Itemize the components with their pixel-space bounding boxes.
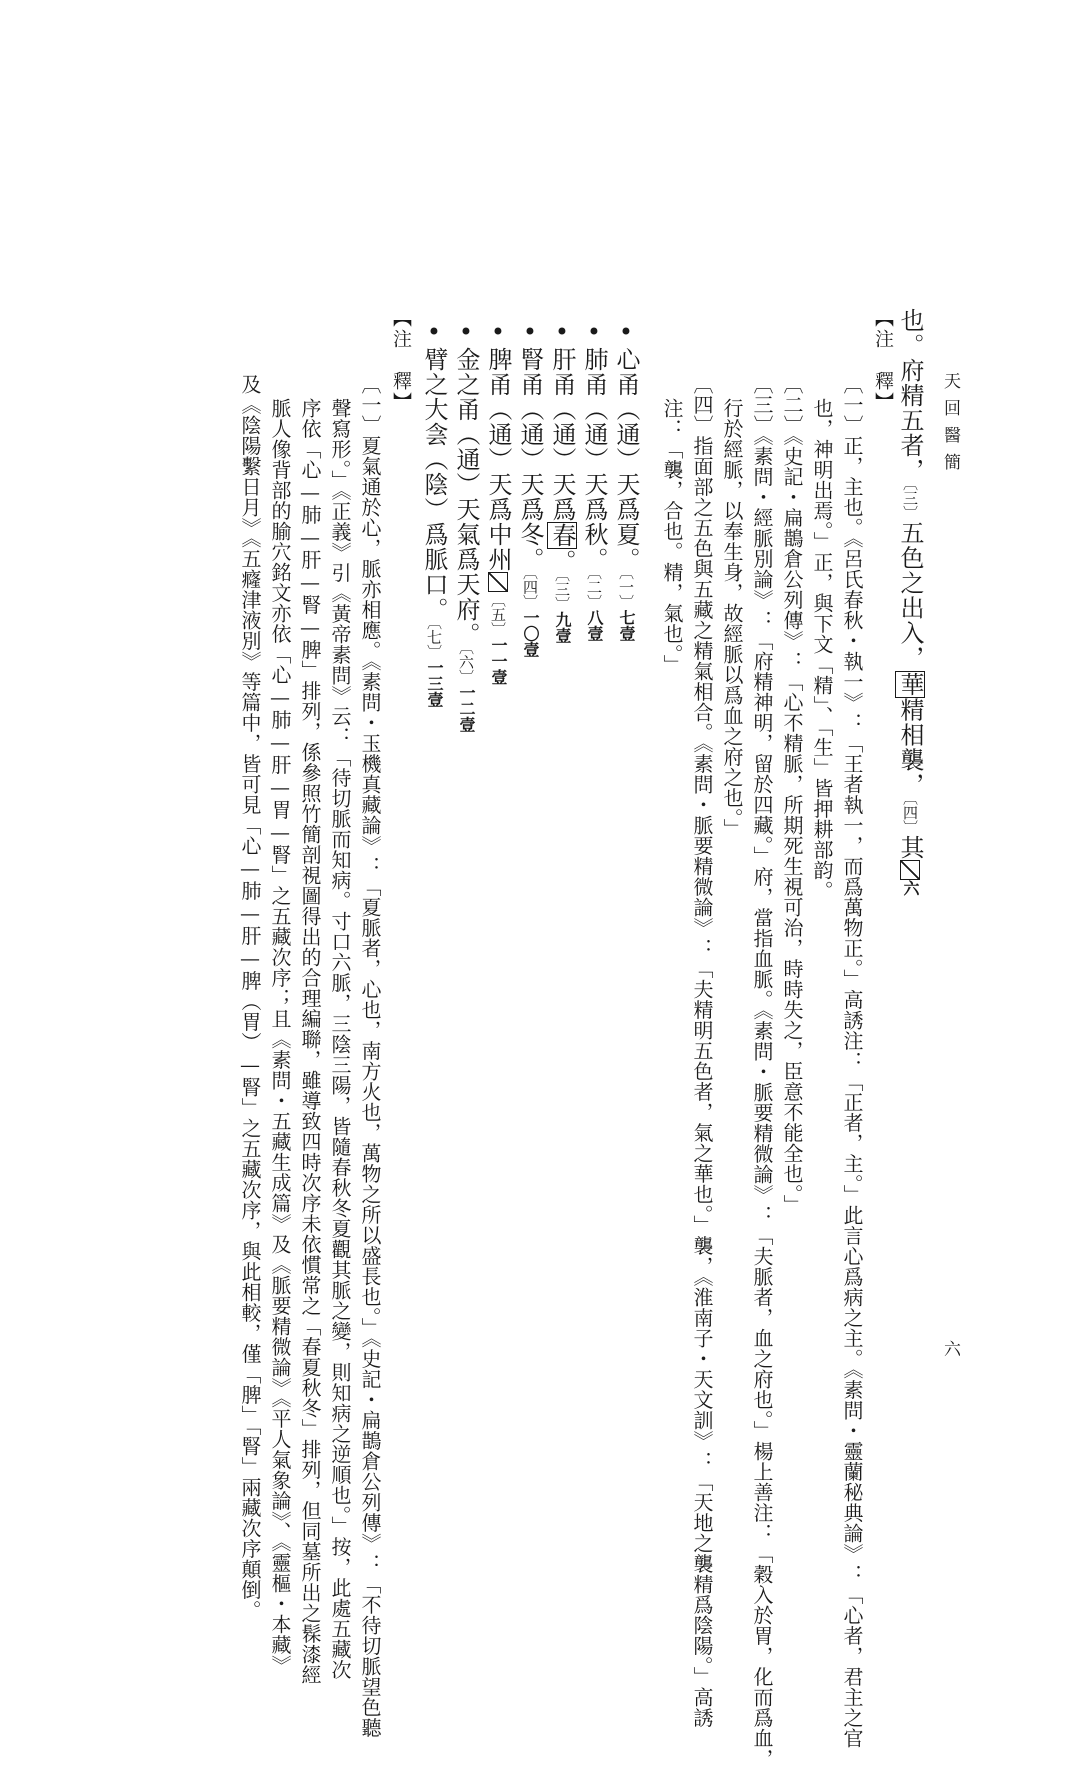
note-text: 《史記・扁鵲倉公列傳》：「心不精脈，所期死生視可治，時時失之，臣意不能全也。」 (780, 436, 804, 1216)
note-marker: 〔一〕 (617, 572, 635, 610)
slip-number: 一二壹 (457, 685, 476, 733)
entry-text: 臂之大侌（陰）爲脈口。 (420, 347, 448, 622)
note-marker: 〔三〕 (901, 483, 919, 521)
note-marker: 〔七〕 (425, 622, 443, 660)
boxed-character: 華 (895, 671, 925, 698)
note-text: 脈人像背部的腧穴銘文亦依「心—肺—肝—胃—腎」之五藏次序；且《素問・五藏生成篇》及《脈要精微論》《平人氣象論》、《靈樞・本藏》 (268, 398, 292, 1676)
note-marker: 〔三〕 (553, 574, 571, 612)
note-marker: 〔一〕 (840, 374, 864, 436)
note-marker: 〔四〕 (901, 798, 919, 836)
bullet: • (452, 318, 480, 347)
bullet: • (612, 318, 640, 347)
note-line (240, 374, 260, 1621)
entry-text: 心甬（通）天爲夏。 (612, 347, 640, 572)
note-text: 聲寫形。」《正義》引《黃帝素問》云：「待切脈而知病。寸口六脈，三陰三陽，皆隨春秋冬夏觀其脈之變，則知病之逆順也。」按，此處五藏次 (328, 398, 352, 1680)
bullet: • (484, 318, 512, 347)
slip-entry (614, 318, 638, 642)
bullet: • (580, 318, 608, 347)
entry-text: 。 (548, 549, 576, 574)
bullet: • (516, 318, 544, 347)
slip-number: 一一壹 (489, 637, 508, 685)
note-text: 指面部之五色與五藏之精氣相合。《素問・脈要精微論》：「夫精明五色者，氣之華也。」襲，《淮南子・天文訓》：「天地之襲精爲陰陽。」高誘 (690, 436, 714, 1729)
slip-number: 一〇壹 (521, 610, 540, 658)
notes-heading: 【注 釋】 (391, 308, 410, 413)
slip-number: 九壹 (553, 612, 572, 644)
entry-text: 金之甬（通）天氣爲天府。 (452, 347, 480, 647)
damaged-character-box (488, 572, 508, 592)
entry-text: 腎甬（通）天爲冬。 (516, 347, 544, 572)
note-text: 正，主也。《呂氏春秋・執一》：「王者執一，而爲萬物正。」高誘注：「正者，主。」此言心爲病之主。《素問・靈蘭秘典論》：「心者，君主之官 (840, 436, 864, 1749)
entry-text: 脾甬（通）天爲中州 (484, 347, 512, 572)
note-line (782, 374, 802, 1215)
slip-number: 七壹 (617, 610, 636, 642)
note-text: 夏氣通於心，脈亦相應。《素問・玉機真藏論》：「夏脈者，心也，南方火也，萬物之所以盛長也。」《史記・扁鵲倉公列傳》：「不待切脈望色聽 (358, 436, 382, 1739)
main-text-segment: 其 (896, 835, 924, 860)
note-text: 注：「襲，合也。精，氣也。」 (660, 398, 684, 675)
note-marker: 〔六〕 (457, 647, 475, 685)
entry-text: 肺甬（通）天爲秋。 (580, 347, 608, 572)
damaged-character-box (900, 860, 920, 880)
note-line (722, 398, 742, 839)
slip-number: 一三壹 (425, 660, 444, 708)
bullet: • (420, 318, 448, 347)
note-text: 及《陰陽繫日月》《五癃津液別》等篇中，皆可見「心—肺—肝—脾（胃）—腎」之五藏次序，與此相較，僅「脾」「腎」兩藏次序顛倒。 (238, 374, 262, 1621)
boxed-character: 春 (547, 522, 577, 549)
slip-entry (486, 318, 510, 685)
note-marker: 〔五〕 (489, 592, 507, 637)
note-marker: 〔四〕 (690, 374, 714, 436)
note-line (270, 398, 290, 1676)
slip-number: 八壹 (585, 610, 604, 642)
main-text-line (898, 308, 922, 896)
note-line (330, 398, 350, 1680)
slip-entry (454, 318, 478, 733)
note-line (300, 398, 320, 1685)
note-marker: 〔三〕 (750, 374, 774, 436)
bullet: • (548, 318, 576, 347)
note-marker: 〔四〕 (521, 572, 539, 610)
main-text-segment: 也。府精五者， (896, 308, 924, 483)
page-number: 六 (941, 1340, 958, 1357)
main-text-segment: 五色之出入， (896, 521, 924, 671)
note-line (360, 374, 380, 1738)
slip-entry (518, 318, 542, 658)
note-marker: 〔二〕 (780, 374, 804, 436)
note-line (662, 398, 682, 675)
note-line (752, 374, 772, 1769)
note-marker: 〔二〕 (585, 572, 603, 610)
entry-text: 肝甬（通）天爲 (548, 347, 576, 522)
slip-entry (422, 318, 446, 708)
main-text-segment: 精相襲， (896, 698, 924, 798)
note-text: 行於經脈，以奉生身，故經脈以爲血之府之也。」 (720, 398, 744, 839)
slip-entry (550, 318, 574, 644)
note-line (692, 374, 712, 1728)
book-title: 天回醫簡 (941, 372, 958, 480)
note-marker: 〔一〕 (358, 374, 382, 436)
note-text: 序依「心—肺—肝—腎—脾」排列，係參照竹簡剖視圖得出的合理編聯，雖導致四時次序未依慣常之「春夏秋冬」排列，但同墓所出之髹漆經 (298, 398, 322, 1685)
notes-heading: 【注 釋】 (873, 308, 892, 413)
slip-entry (582, 318, 606, 642)
note-line (842, 374, 862, 1749)
note-text: 《素問・經脈別論》：「府精神明，留於四藏。」府，當指血脈。《素問・脈要精微論》：「夫脈者，血之府也。」楊上善注：「穀入於胃，化而爲血， (750, 436, 774, 1769)
note-text: 也，神明出焉。」正，與下文「精」、「生」皆押耕部韵。 (810, 398, 834, 901)
slip-number: 六 (901, 880, 920, 896)
note-line (812, 398, 832, 901)
